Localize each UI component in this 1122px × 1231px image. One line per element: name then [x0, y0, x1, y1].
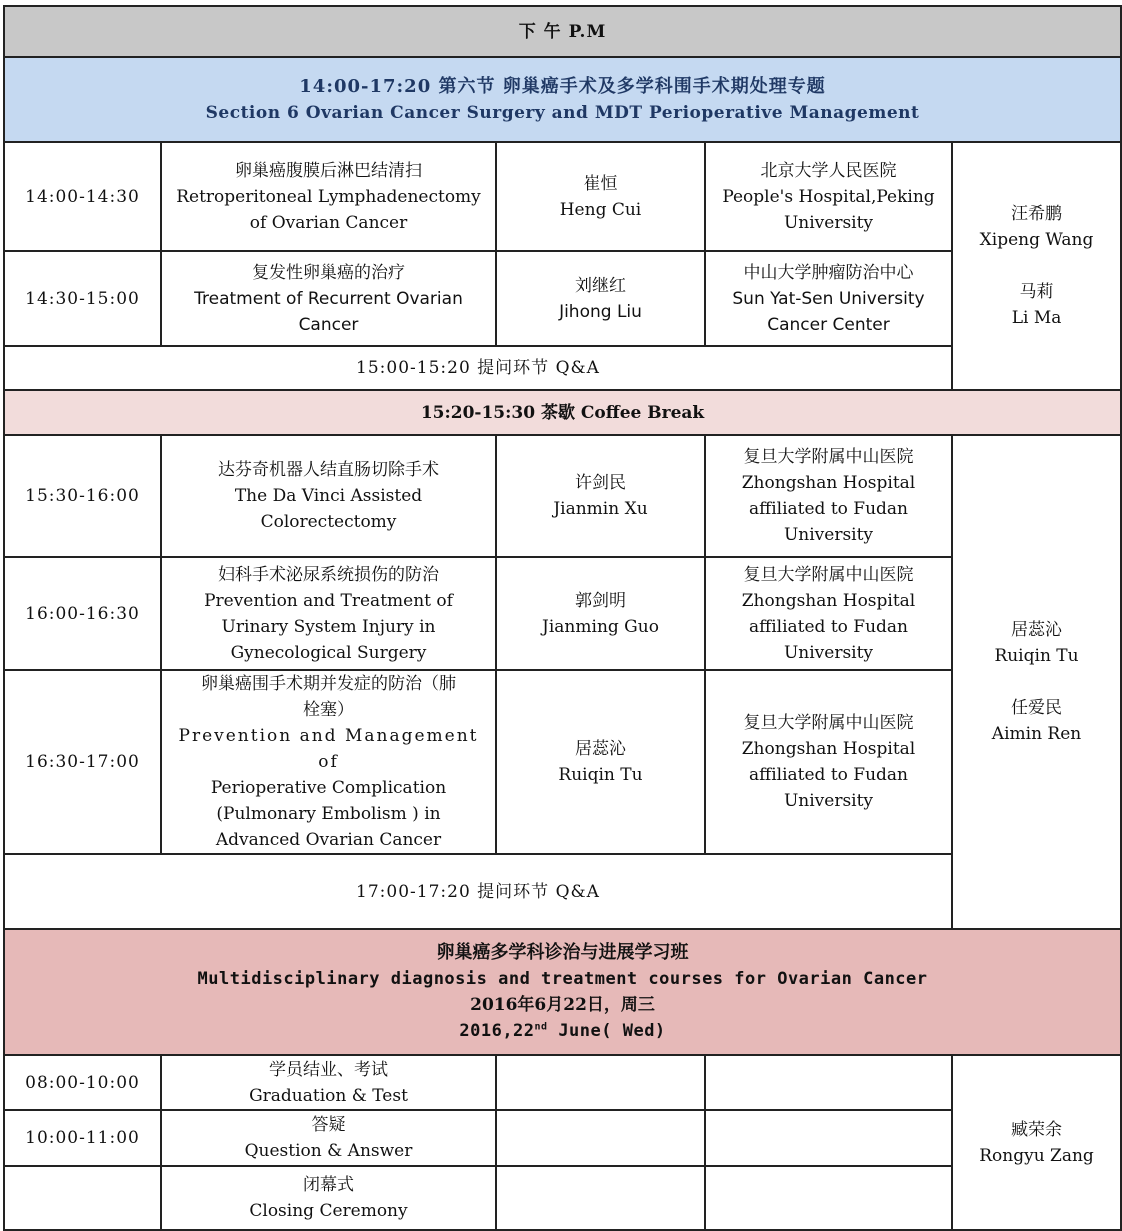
- chair-en: Rongyu Zang: [979, 1145, 1094, 1166]
- chair-cell: [952, 142, 1121, 390]
- section-title-cn: 14:00-17:20 第六节 卵巢癌手术及多学科围手术期处理专题: [299, 75, 826, 97]
- session-row: [4, 435, 1121, 557]
- speaker-en: Jihong Liu: [559, 301, 642, 322]
- section-title-en: Section 6 Ovarian Cancer Surgery and MDT Perioperative Management: [205, 102, 920, 123]
- institution-cell: [705, 1166, 952, 1230]
- institution-en: Sun Yat-Sen University: [732, 288, 925, 309]
- topic-cn: 卵巢癌腹膜后淋巴结清扫: [235, 160, 422, 181]
- topic-cn: 达芬奇机器人结直肠切除手术: [218, 460, 439, 480]
- course-title-cn: 卵巢癌多学科诊治与进展学习班: [436, 942, 689, 963]
- institution-en: University: [783, 525, 874, 545]
- topic-cell: [161, 142, 496, 251]
- chair-en: Li Ma: [1011, 308, 1062, 328]
- topic-cn: 闭幕式: [303, 1175, 354, 1195]
- section-title: [4, 57, 1121, 142]
- chair-cn: 居蕊沁: [1011, 620, 1063, 640]
- time-slot: 16:30-17:00: [4, 670, 161, 854]
- institution-cn: 复旦大学附属中山医院: [743, 564, 914, 585]
- institution-cn: 北京大学人民医院: [760, 160, 897, 181]
- chair-cn: 马莉: [1019, 282, 1054, 302]
- institution-en: affiliated to Fudan: [748, 616, 909, 637]
- coffee-break: 15:20-15:30 茶歇 Coffee Break: [4, 390, 1121, 435]
- time-slot: 08:00-10:00: [4, 1055, 161, 1110]
- chair-en: Aimin Ren: [991, 724, 1082, 744]
- time-slot: 15:30-16:00: [4, 435, 161, 557]
- speaker-cell: [496, 670, 705, 854]
- topic-cn: 答疑: [311, 1115, 346, 1135]
- chair-cell: [952, 1055, 1121, 1230]
- speaker-cn: 郭剑明: [575, 590, 626, 611]
- topic-cell: [161, 435, 496, 557]
- institution-en: Zhongshan Hospital: [741, 590, 916, 611]
- topic-en: Gynecological Surgery: [230, 642, 427, 663]
- topic-cell: [161, 251, 496, 346]
- institution-cell: [705, 251, 952, 346]
- institution-cell: [705, 670, 952, 854]
- chair-en: Ruiqin Tu: [994, 646, 1079, 666]
- topic-cn: 妇科手术泌尿系统损伤的防治: [218, 564, 439, 585]
- institution-cell: [705, 435, 952, 557]
- institution-en: affiliated to Fudan: [748, 765, 909, 785]
- speaker-cell: [496, 1110, 705, 1166]
- header-pm: 下 午 P.M: [4, 6, 1121, 57]
- speaker-cell: [496, 142, 705, 251]
- institution-en: University: [783, 791, 874, 811]
- institution-cn: 复旦大学附属中山医院: [743, 713, 914, 733]
- topic-cn: 卵巢癌围手术期并发症的防治（肺: [201, 674, 456, 694]
- institution-en: University: [783, 642, 874, 663]
- topic-cn: 复发性卵巢癌的治疗: [252, 262, 405, 283]
- topic-en: Treatment of Recurrent Ovarian: [194, 288, 463, 309]
- speaker-cn: 许剑民: [575, 473, 626, 493]
- topic-en: Prevention and Treatment of: [204, 590, 453, 611]
- chair-cn: 任爱民: [1011, 698, 1063, 718]
- topic-cell: [161, 1166, 496, 1230]
- institution-en: Zhongshan Hospital: [741, 473, 916, 493]
- time-slot: 14:30-15:00: [4, 251, 161, 346]
- time-slot: [4, 1166, 161, 1230]
- topic-en: Colorectectomy: [260, 512, 397, 532]
- topic-en: Urinary System Injury in: [221, 616, 436, 637]
- topic-cell: [161, 670, 496, 854]
- topic-en: of Ovarian Cancer: [249, 212, 408, 233]
- speaker-cell: [496, 1055, 705, 1110]
- institution-cell: [705, 1110, 952, 1166]
- time-slot: 16:00-16:30: [4, 557, 161, 670]
- topic-en: The Da Vinci Assisted: [234, 486, 423, 506]
- topic-en: (Pulmonary Embolism ) in: [216, 804, 441, 824]
- topic-cn: 学员结业、考试: [269, 1059, 388, 1080]
- time-slot: 10:00-11:00: [4, 1110, 161, 1166]
- chair-cn: 汪希鹏: [1011, 204, 1063, 224]
- speaker-cn: 刘继红: [575, 275, 626, 296]
- institution-cell: [705, 557, 952, 670]
- topic-en: Prevention and Management of: [178, 726, 479, 772]
- topic-cn: 栓塞）: [303, 700, 354, 720]
- qa-session: 17:00-17:20 提问环节 Q&A: [4, 854, 952, 929]
- speaker-cell: [496, 435, 705, 557]
- chair-en: Xipeng Wang: [979, 230, 1094, 250]
- course-title: [4, 929, 1121, 1055]
- speaker-cn: 崔恒: [583, 173, 618, 194]
- topic-en: Question & Answer: [244, 1141, 413, 1161]
- speaker-en: Heng Cui: [559, 199, 642, 220]
- topic-en: Graduation & Test: [249, 1085, 408, 1106]
- chair-cell: [952, 435, 1121, 929]
- institution-cn: 复旦大学附属中山医院: [743, 447, 914, 467]
- topic-en: Closing Ceremony: [249, 1201, 408, 1221]
- institution-en: Cancer Center: [767, 314, 890, 335]
- institution-en: Zhongshan Hospital: [741, 739, 916, 759]
- speaker-en: Ruiqin Tu: [558, 765, 643, 785]
- schedule-table: [3, 5, 1122, 1231]
- course-date-cn: 2016年6月22日，周三: [470, 995, 655, 1015]
- session-row: [4, 1055, 1121, 1110]
- speaker-en: Jianming Guo: [542, 616, 659, 637]
- institution-cell: [705, 142, 952, 251]
- topic-en: Advanced Ovarian Cancer: [215, 830, 442, 850]
- institution-cn: 中山大学肿瘤防治中心: [743, 262, 914, 283]
- session-row: [4, 142, 1121, 251]
- institution-cell: [705, 1055, 952, 1110]
- topic-cell: [161, 1055, 496, 1110]
- chair-cn: 臧荣余: [1011, 1119, 1063, 1140]
- time-slot: 14:00-14:30: [4, 142, 161, 251]
- speaker-cn: 居蕊沁: [575, 739, 626, 759]
- speaker-cell: [496, 557, 705, 670]
- course-date-en: 2016,22nd June( Wed): [459, 1021, 666, 1041]
- speaker-en: Jianmin Xu: [553, 499, 648, 519]
- qa-session: 15:00-15:20 提问环节 Q&A: [4, 346, 952, 390]
- institution-en: University: [783, 212, 874, 233]
- speaker-cell: [496, 251, 705, 346]
- course-title-en: Multidisciplinary diagnosis and treatment courses for Ovarian Cancer: [197, 969, 928, 989]
- institution-en: People's Hospital,Peking: [722, 186, 935, 207]
- topic-en: Retroperitoneal Lymphadenectomy: [176, 186, 481, 207]
- topic-cell: [161, 1110, 496, 1166]
- topic-en: Cancer: [298, 314, 359, 335]
- institution-en: affiliated to Fudan: [748, 499, 909, 519]
- topic-en: Perioperative Complication: [210, 778, 447, 798]
- topic-cell: [161, 557, 496, 670]
- speaker-cell: [496, 1166, 705, 1230]
